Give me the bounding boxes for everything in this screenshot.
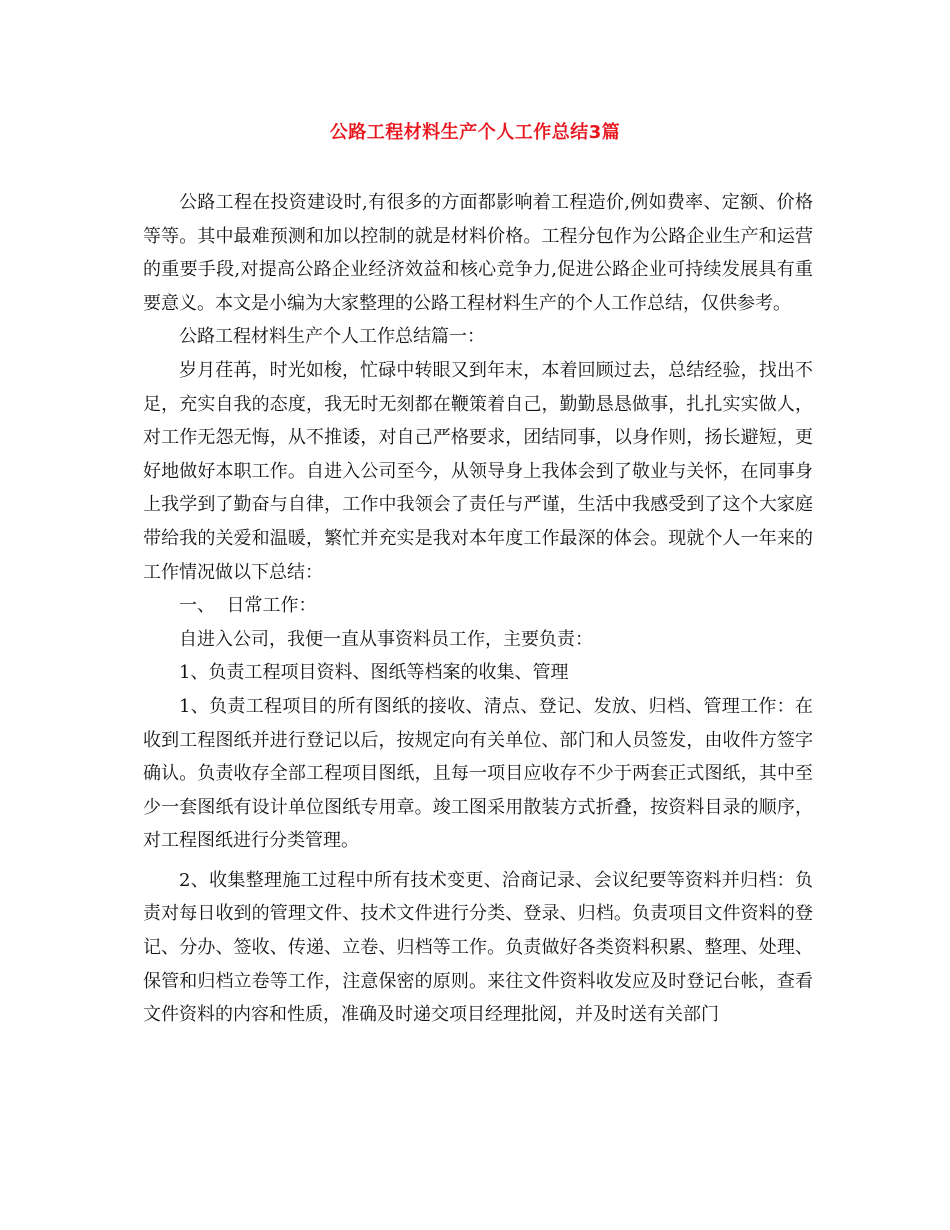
document-body xyxy=(143,186,813,1032)
paragraph-summary: 岁月荏苒，时光如梭，忙碌中转眼又到年末，本着回顾过去，总结经验，找出不足，充实自我的态度，我无时无刻都在鞭策着自己，勤勤恳恳做事，扎扎实实做人，对工作无怨无悔，从不推诿，对自己严格要求，团结同事，以身作则，扬长避短，更好地做好本职工作。自进入公司至今，从领导身上我体会到了敬业与关怀，在同事身上我学到了勤奋与自律，工作中我领会了责任与严谨，生活中我感受到了这个大家庭带给我的关爱和温暖，繁忙并充实是我对本年度工作最深的体会。现就个人一年来的工作情况做以下总结： xyxy=(143,359,813,583)
document-title: 公路工程材料生产个人工作总结3篇 xyxy=(329,122,621,143)
paragraph-item-heading: 1、负责工程项目资料、图纸等档案的收集、管理 xyxy=(179,662,569,684)
paragraph-responsibilities-intro: 自进入公司，我便一直从事资料员工作，主要负责： xyxy=(179,628,593,650)
paragraph-drawings: 1、负责工程项目的所有图纸的接收、清点、登记、发放、归档、管理工作：在收到工程图纸并进行登记以后，按规定向有关单位、部门和人员签发，由收件方签字确认。负责收存全部工程项目图纸，且每一项目应收存不少于两套正式图纸，其中至少一套图纸有设计单位图纸专用章。竣工图采用散装方式折叠，按资料目录的顺序，对工程图纸进行分类管理。 xyxy=(143,695,813,852)
paragraph-section-heading: 公路工程材料生产个人工作总结篇一： xyxy=(179,326,485,348)
paragraph-intro: 公路工程在投资建设时,有很多的方面都影响着工程造价,例如费率、定额、价格等等。其中最难预测和加以控制的就是材料价格。工程分包作为公路企业生产和运营的重要手段,对提高公路企业经济效益和核心竞争力,促进公路企业可持续发展具有重要意义。本文是小编为大家整理的公路工程材料生产的个人工作总结，仅供参考。 xyxy=(143,192,813,314)
paragraph-records: 2、收集整理施工过程中所有技术变更、洽商记录、会议纪要等资料并归档：负责对每日收到的管理文件、技术文件进行分类、登录、归档。负责项目文件资料的登记、分办、签收、传递、立卷、归档等工作。负责做好各类资料积累、整理、处理、保管和归档立卷等工作，注意保密的原则。来往文件资料收发应及时登记台帐，查看文件资料的内容和性质，准确及时递交项目经理批阅，并及时送有关部门 xyxy=(143,869,813,1026)
paragraph-daily-work-heading: 一、 日常工作： xyxy=(179,595,317,617)
